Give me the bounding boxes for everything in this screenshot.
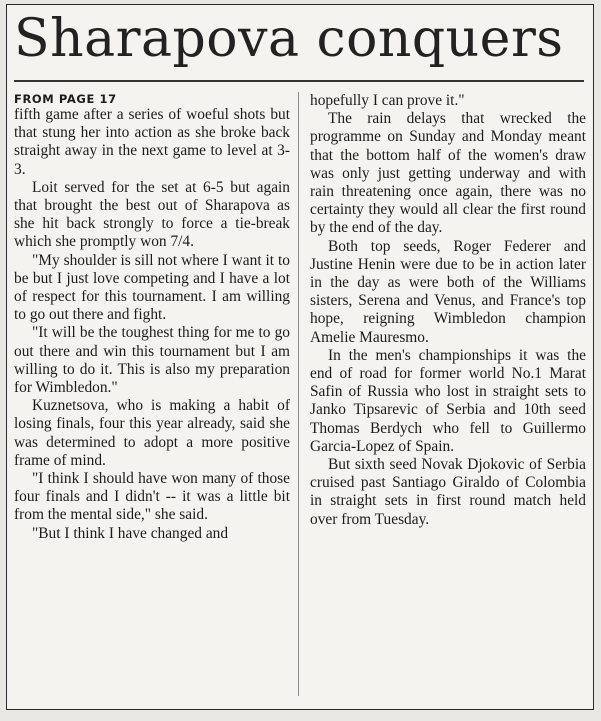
headline: Sharapova conquers <box>14 9 564 69</box>
paragraph: "It will be the toughest thing for me to go out there and win this tournament but I am willing to do it. This is also my preparation for Wimbledon." <box>14 324 290 397</box>
paragraph: "My shoulder is sill not where I want it to be but I just love competing and I have a lot of respect for this tournament. I am willing to go out there and fight. <box>14 251 290 324</box>
paragraph: fifth game after a series of woeful shots but that stung her into action as she broke back straight away in the next game to level at 3-3. <box>14 106 290 178</box>
headline-rule <box>14 80 584 82</box>
paragraph: "But I think I have changed and <box>32 524 229 542</box>
paragraph: Both top seeds, Roger Federer and Justine Henin were due to be in action later in the day as were both of the Williams sisters, Serena and Venus, and France's top hope, reigning Wimbledon champion Amelie Mauresmo. <box>310 237 586 346</box>
paragraph: But sixth seed Novak Djokovic of Serbia cruised past Santiago Giraldo of Colombia in straight sets in first round match held over from Tuesday. <box>310 456 586 528</box>
paragraph: The rain delays that wrecked the programme on Sunday and Monday meant that the bottom half of the women's draw was only just getting underway and with rain threatening once again, there was no certainty they would all clear the first round by the end of the day. <box>310 110 586 237</box>
paragraph: Loit served for the set at 6-5 but again that brought the best out of Sharapova as she hit back strongly to force a tie-break which she promptly won 7/4. <box>14 178 290 251</box>
continuation-kicker: FROM PAGE 17 <box>14 92 117 106</box>
right-column <box>310 92 586 529</box>
left-column <box>14 92 290 543</box>
paragraph: Kuznetsova, who is making a habit of losing finals, four this year already, said she was determined to adopt a more positive frame of mind. <box>14 397 290 469</box>
paragraph: hopefully I can prove it." <box>310 92 465 109</box>
column-divider <box>298 92 299 696</box>
paragraph: "I think I should have won many of those four finals and I didn't -- it was a little bit from the mental side," she said. <box>14 470 290 524</box>
paragraph: In the men's championships it was the end of road for former world No.1 Marat Safin of Russia who lost in straight sets to Janko Tipsarevic of Serbia and 10th seed Thomas Berdych who fell to Guillermo Garcia-Lopez of Spain. <box>310 346 586 455</box>
